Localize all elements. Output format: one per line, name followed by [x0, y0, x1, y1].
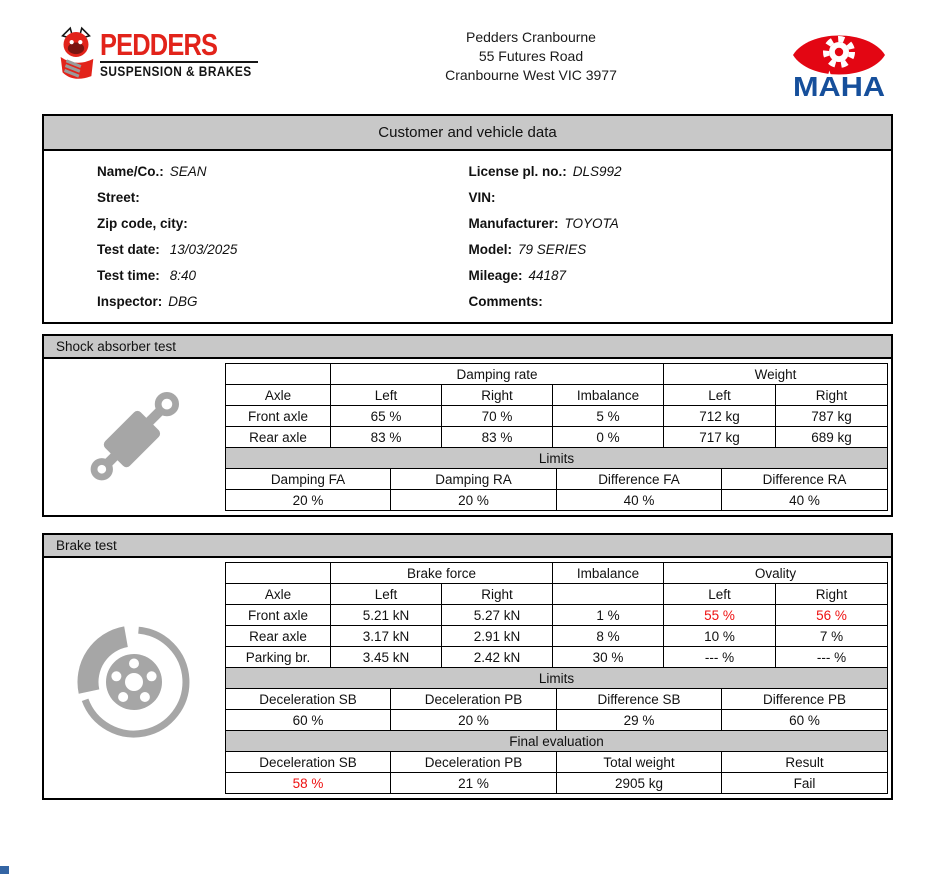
limit-value: 60 % [721, 710, 887, 731]
brake-cell: 3.17 kN [330, 626, 441, 647]
table-row [225, 626, 887, 647]
customer-vehicle-section [42, 114, 893, 324]
column-header: Axle [225, 385, 330, 406]
shock-cell: 83 % [330, 427, 441, 448]
limit-header: Deceleration SB [225, 689, 390, 710]
brake-cell: 10 % [663, 626, 775, 647]
weight-header: Weight [664, 364, 888, 385]
limit-header: Damping RA [390, 469, 556, 490]
final-header: Result [721, 752, 887, 773]
limit-value: 40 % [721, 490, 887, 511]
brake-cell: 5.27 kN [441, 605, 552, 626]
final-evaluation-bar: Final evaluation [225, 731, 887, 752]
field-value: 44187 [528, 267, 567, 283]
field-label: VIN: [468, 189, 496, 205]
field-label: License pl. no.: [468, 163, 567, 179]
customer-section-title: Customer and vehicle data [44, 116, 891, 151]
brake-cell-alert: 55 % [663, 605, 775, 626]
row-header: Rear axle [225, 626, 330, 647]
table-row [225, 647, 887, 668]
address-line-2: 55 Futures Road [478, 48, 584, 64]
limit-value: 20 % [225, 490, 390, 511]
field-value: DBG [168, 293, 198, 309]
shock-cell: 70 % [441, 406, 552, 427]
field-value: 13/03/2025 [169, 241, 238, 257]
shock-cell: 712 kg [664, 406, 776, 427]
shock-results-table [225, 363, 888, 448]
column-header: Left [664, 385, 776, 406]
page-corner-mark [0, 866, 9, 874]
shock-tables [225, 359, 891, 515]
brake-icon-area [44, 558, 225, 798]
row-header: Front axle [225, 406, 330, 427]
field-street [97, 184, 468, 210]
field-comments [469, 288, 892, 314]
field-name [97, 158, 468, 184]
brake-cell: 3.45 kN [330, 647, 441, 668]
limit-header: Difference PB [721, 689, 887, 710]
pedders-tagline: SUSPENSION & BRAKES [100, 64, 252, 79]
limit-value: 20 % [390, 710, 556, 731]
field-manufacturer [469, 210, 892, 236]
shock-cell: 83 % [441, 427, 552, 448]
brake-cell-alert: 56 % [775, 605, 887, 626]
brake-section-title: Brake test [44, 535, 891, 558]
final-result: Fail [721, 773, 887, 794]
brake-tables [225, 558, 891, 798]
brake-force-header: Brake force [330, 563, 552, 584]
column-header: Imbalance [552, 385, 663, 406]
column-header: Axle [225, 584, 330, 605]
limit-value: 20 % [390, 490, 556, 511]
field-label: Mileage: [468, 267, 523, 283]
field-value: SEAN [169, 163, 207, 179]
final-header: Deceleration SB [225, 752, 390, 773]
maha-logo [791, 26, 887, 107]
field-value: DLS992 [572, 163, 622, 179]
limit-header: Deceleration PB [390, 689, 556, 710]
pedders-devil-icon [52, 26, 100, 86]
final-value-alert: 58 % [225, 773, 390, 794]
final-value: 2905 kg [556, 773, 721, 794]
pedders-brand-text: PEDDERS [100, 27, 218, 62]
brake-cell: 8 % [552, 626, 663, 647]
field-label: Manufacturer: [468, 215, 559, 231]
brake-cell: 30 % [552, 647, 663, 668]
final-value: 21 % [390, 773, 556, 794]
spacer-cell [225, 364, 330, 385]
row-header: Parking br. [225, 647, 330, 668]
brake-cell: 7 % [775, 626, 887, 647]
field-label: Test time: [97, 267, 160, 283]
limit-header: Difference SB [556, 689, 721, 710]
field-inspector [97, 288, 468, 314]
table-row [225, 605, 887, 626]
field-test-time [97, 262, 468, 288]
customer-fields [44, 151, 891, 322]
column-header: Right [776, 385, 888, 406]
maha-logo-icon [791, 26, 887, 102]
field-label: Inspector: [97, 293, 163, 309]
column-header: Left [330, 584, 441, 605]
column-header: Left [663, 584, 775, 605]
field-test-date [97, 236, 468, 262]
spacer-cell [552, 584, 663, 605]
ovality-header: Ovality [663, 563, 887, 584]
workshop-address [271, 24, 791, 85]
shock-absorber-icon [71, 374, 197, 500]
brake-cell: --- % [663, 647, 775, 668]
limit-value: 29 % [556, 710, 721, 731]
final-header: Total weight [556, 752, 721, 773]
limit-header: Damping FA [225, 469, 390, 490]
limit-value: 60 % [225, 710, 390, 731]
field-mileage [469, 262, 892, 288]
customer-fields-right [468, 158, 892, 314]
spacer-cell [225, 563, 330, 584]
brake-test-section [42, 533, 893, 800]
brake-cell: 1 % [552, 605, 663, 626]
shock-absorber-section [42, 334, 893, 517]
final-evaluation-table [225, 730, 888, 794]
column-header: Right [775, 584, 887, 605]
table-row [225, 406, 887, 427]
brake-cell: 5.21 kN [330, 605, 441, 626]
address-line-1: Pedders Cranbourne [466, 29, 596, 45]
field-vin [469, 184, 892, 210]
limits-bar: Limits [225, 668, 887, 689]
field-label: Street: [97, 189, 140, 205]
field-label: Name/Co.: [97, 163, 164, 179]
report-header [0, 0, 935, 110]
shock-section-title: Shock absorber test [44, 336, 891, 359]
shock-cell: 689 kg [776, 427, 888, 448]
row-header: Front axle [225, 605, 330, 626]
field-zip-city [97, 210, 468, 236]
column-header: Right [441, 584, 552, 605]
field-value: 8:40 [169, 267, 197, 283]
brake-results-table [225, 562, 888, 668]
shock-cell: 787 kg [776, 406, 888, 427]
field-value: TOYOTA [564, 215, 619, 231]
shock-cell: 717 kg [664, 427, 776, 448]
shock-icon-area [44, 359, 225, 515]
column-header: Left [330, 385, 441, 406]
address-line-3: Cranbourne West VIC 3977 [445, 67, 617, 83]
shock-cell: 5 % [552, 406, 663, 427]
final-header: Deceleration PB [390, 752, 556, 773]
field-value: 79 SERIES [518, 241, 587, 257]
row-header: Rear axle [225, 427, 330, 448]
field-label: Model: [468, 241, 512, 257]
field-model [469, 236, 892, 262]
column-header: Right [441, 385, 552, 406]
limit-header: Difference FA [556, 469, 721, 490]
shock-limits-table [225, 447, 888, 511]
shock-section-body [44, 359, 891, 515]
table-row [225, 427, 887, 448]
imbalance-header: Imbalance [552, 563, 663, 584]
field-label: Comments: [468, 293, 543, 309]
brake-cell: --- % [775, 647, 887, 668]
limit-value: 40 % [556, 490, 721, 511]
brake-cell: 2.42 kN [441, 647, 552, 668]
shock-cell: 0 % [552, 427, 663, 448]
brake-section-body [44, 558, 891, 798]
limits-bar: Limits [225, 448, 887, 469]
customer-fields-left [44, 158, 468, 314]
brake-disc-icon [59, 602, 209, 754]
field-label: Zip code, city: [97, 215, 188, 231]
svg-text:MAHA: MAHA [793, 71, 885, 102]
field-label: Test date: [97, 241, 160, 257]
shock-cell: 65 % [330, 406, 441, 427]
damping-rate-header: Damping rate [330, 364, 663, 385]
pedders-logo [56, 24, 271, 79]
brake-cell: 2.91 kN [441, 626, 552, 647]
field-license-plate [469, 158, 892, 184]
brake-limits-table [225, 667, 888, 731]
limit-header: Difference RA [721, 469, 887, 490]
